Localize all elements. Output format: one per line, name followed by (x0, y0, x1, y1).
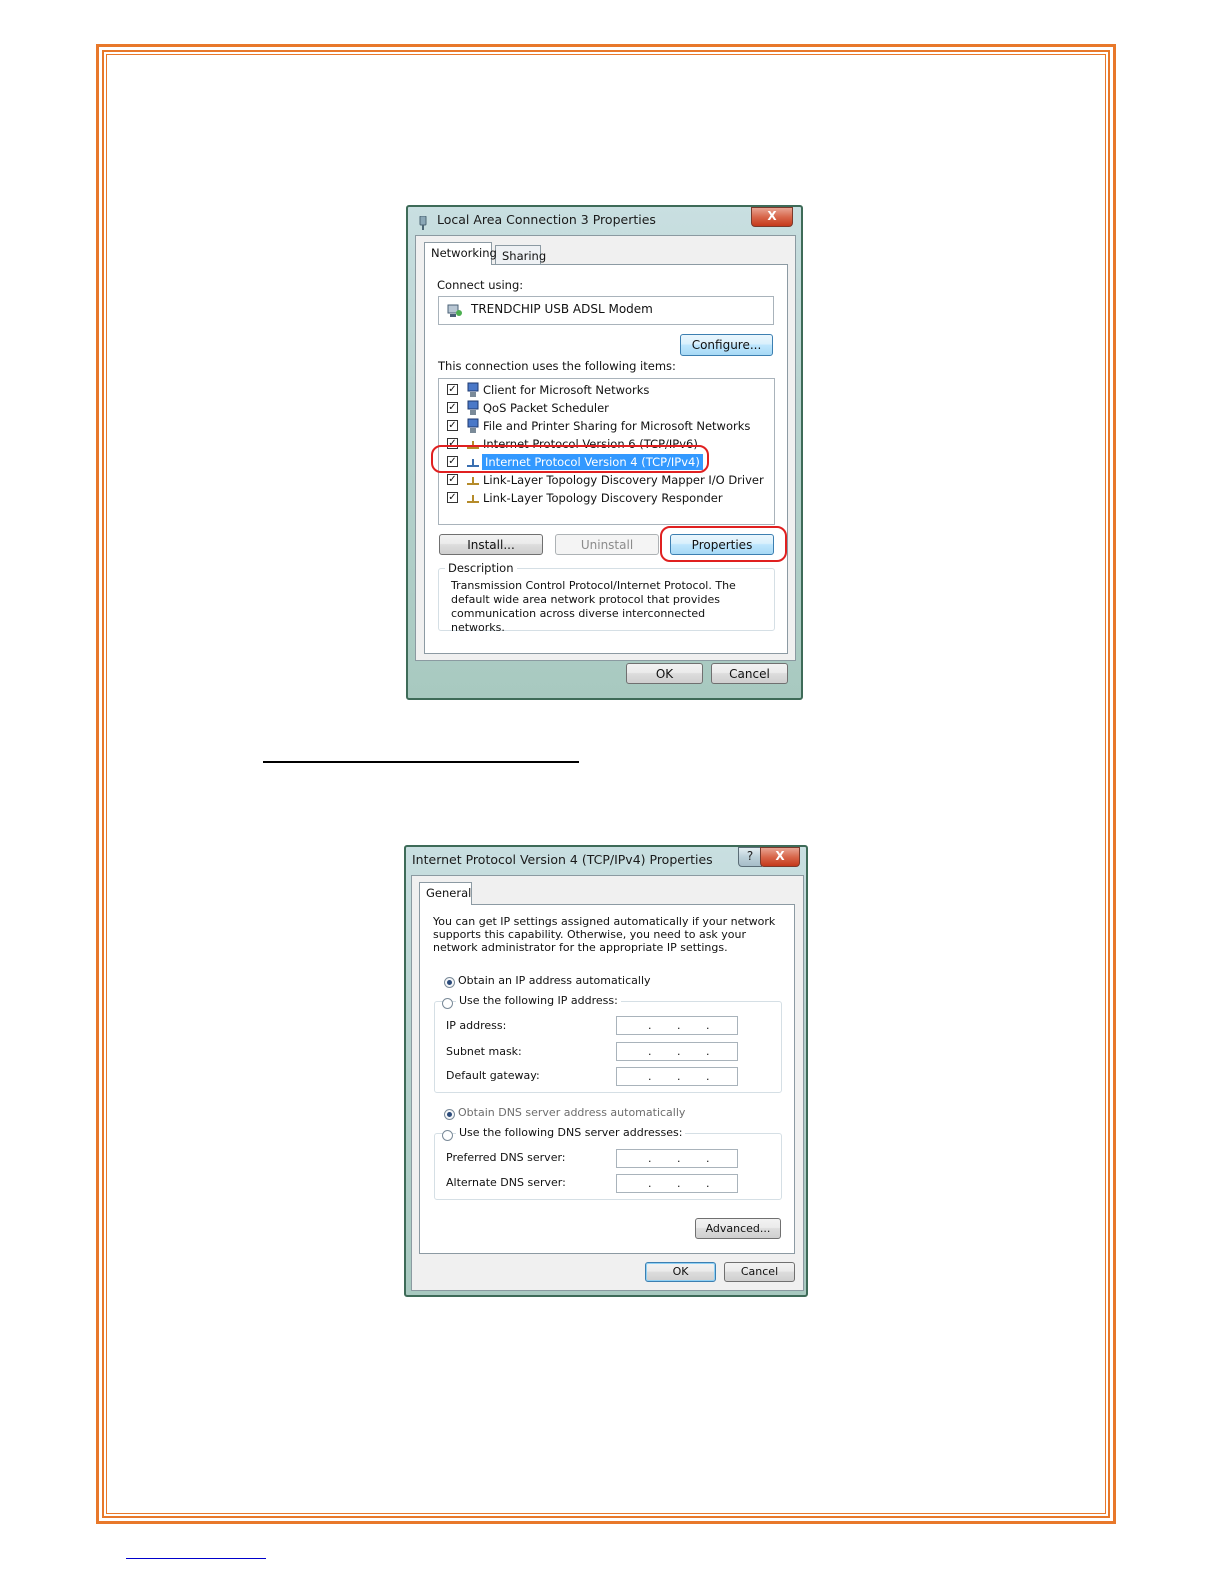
item-checkbox[interactable]: ✓ (448, 384, 457, 395)
use-following-dns-label[interactable]: Use the following DNS server addresses: (456, 1126, 685, 1139)
uninstall-button: Uninstall (555, 534, 659, 555)
description-text: Transmission Control Protocol/Internet Protocol. The default wide area network protocol that provides communication across diverse interconnected networks. (451, 579, 736, 634)
obtain-dns-auto-label[interactable]: Obtain DNS server address automatically (458, 1106, 686, 1119)
title-bar[interactable] (408, 207, 801, 233)
item-checkbox[interactable]: ✓ (448, 438, 457, 449)
footer-link-underline (126, 1558, 266, 1559)
item-checkbox[interactable]: ✓ (448, 420, 457, 431)
use-following-ip-radio[interactable] (442, 998, 453, 1009)
configure-button[interactable]: Configure... (680, 334, 773, 356)
preferred-dns-label: Preferred DNS server: (446, 1151, 566, 1164)
use-following-dns-radio[interactable] (442, 1130, 453, 1141)
install-button[interactable]: Install... (439, 534, 543, 555)
close-icon: X (775, 849, 785, 863)
close-icon: X (767, 209, 777, 223)
alternate-dns-label: Alternate DNS server: (446, 1176, 566, 1189)
item-checkbox[interactable]: ✓ (448, 456, 457, 467)
intro-text: You can get IP settings assigned automatically if your network supports this capability. Otherwise, you need to ask your network administrator for the appropriate IP settings. (433, 915, 776, 954)
item-label: Link-Layer Topology Discovery Responder (483, 491, 723, 505)
subnet-mask-label: Subnet mask: (446, 1045, 522, 1058)
ok-button[interactable]: OK (626, 663, 703, 684)
item-label: File and Printer Sharing for Microsoft Networks (483, 419, 751, 433)
ip-address-label: IP address: (446, 1019, 507, 1032)
properties-button[interactable]: Properties (670, 534, 774, 555)
list-item[interactable] (446, 490, 766, 507)
cancel-button[interactable]: Cancel (711, 663, 788, 684)
item-label: Link-Layer Topology Discovery Mapper I/O Driver (483, 473, 764, 487)
adapter-name: TRENDCHIP USB ADSL Modem (471, 302, 653, 316)
client-network-icon (465, 382, 481, 402)
local-area-connection-properties-dialog (406, 205, 803, 700)
file-printer-sharing-icon (465, 418, 481, 438)
item-label: QoS Packet Scheduler (483, 401, 609, 415)
list-item[interactable] (446, 418, 766, 435)
default-gateway-field[interactable]: . . . (616, 1067, 738, 1086)
obtain-ip-auto-radio[interactable] (444, 977, 455, 988)
dialog-title: Local Area Connection 3 Properties (437, 212, 656, 227)
advanced-button[interactable]: Advanced... (695, 1218, 781, 1239)
item-checkbox[interactable]: ✓ (448, 402, 457, 413)
item-label: Client for Microsoft Networks (483, 383, 650, 397)
default-gateway-label: Default gateway: (446, 1069, 540, 1082)
qos-scheduler-icon (465, 400, 481, 420)
network-adapter-icon (418, 213, 428, 227)
close-button[interactable] (751, 207, 793, 227)
modem-icon (447, 302, 463, 322)
item-label: Internet Protocol Version 4 (TCP/IPv4) (482, 454, 703, 470)
obtain-ip-auto-label[interactable]: Obtain an IP address automatically (458, 974, 651, 987)
adapter-box (438, 296, 774, 325)
preferred-dns-field[interactable]: . . . (616, 1149, 738, 1168)
cancel-button[interactable]: Cancel (724, 1262, 795, 1282)
obtain-dns-auto-radio[interactable] (444, 1109, 455, 1120)
tab-general[interactable]: General (419, 882, 472, 905)
list-item[interactable] (446, 382, 766, 399)
list-item[interactable] (446, 472, 766, 489)
help-button[interactable] (738, 847, 762, 867)
item-checkbox[interactable]: ✓ (448, 474, 457, 485)
protocol-icon (465, 490, 481, 510)
ok-button[interactable]: OK (645, 1262, 716, 1282)
use-following-ip-label[interactable]: Use the following IP address: (456, 994, 621, 1007)
close-button[interactable] (760, 847, 800, 867)
ip-address-field[interactable]: . . . (616, 1016, 738, 1035)
item-label: Internet Protocol Version 6 (TCP/IPv6) (483, 437, 698, 451)
list-item[interactable] (446, 400, 766, 417)
alternate-dns-field[interactable]: . . . (616, 1174, 738, 1193)
connect-using-label: Connect using: (437, 278, 524, 292)
description-label: Description (445, 561, 517, 575)
dialog-title: Internet Protocol Version 4 (TCP/IPv4) Properties (412, 852, 713, 867)
ipv4-properties-dialog (404, 845, 808, 1297)
tab-networking[interactable]: Networking (424, 242, 492, 265)
tab-sharing[interactable]: Sharing (495, 245, 541, 265)
subnet-mask-field[interactable]: . . . (616, 1042, 738, 1061)
help-icon: ? (746, 849, 754, 863)
items-label: This connection uses the following items: (438, 359, 676, 373)
properties-highlight-annotation (660, 526, 787, 562)
ipv4-highlight-annotation (431, 445, 709, 473)
section-rule (263, 761, 579, 763)
item-checkbox[interactable]: ✓ (448, 492, 457, 503)
protocol-icon (465, 472, 481, 492)
